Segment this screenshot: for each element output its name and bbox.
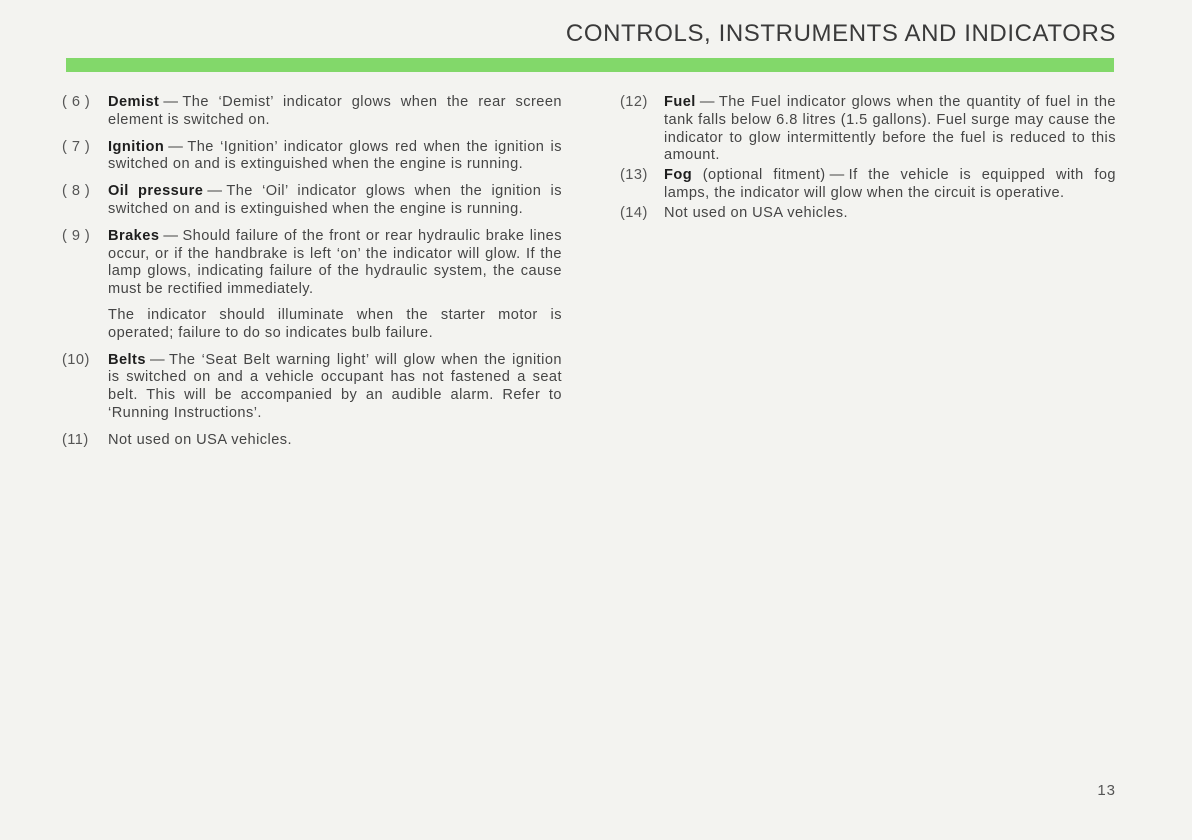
- item-number: ( 8 ): [62, 183, 91, 200]
- item-text: If the vehicle is equipped with fog lamps, the indicator will glow when the circuit is operative.: [664, 167, 1116, 201]
- item-number: (11): [62, 431, 89, 448]
- item-text: The Fuel indicator glows when the quantity of fuel in the tank falls below 6.8 litres (1.5 gallons). Fuel surge may cause the indicator to glow intermittently before the fuel is reduced to this amount.: [664, 94, 1116, 164]
- indicator-item-fuel: [620, 94, 1116, 165]
- item-number: (14): [620, 204, 648, 221]
- right-column: [620, 94, 1116, 225]
- item-term: Oil pressure: [108, 183, 204, 200]
- item-term: Belts: [108, 351, 146, 368]
- indicator-item-unused-14: [620, 205, 1116, 223]
- item-term: Fog: [664, 167, 693, 184]
- item-paragraph: [664, 94, 1116, 165]
- item-text: The ‘Seat Belt warning light’ will glow when the ignition is switched on and a vehicle occupant has not fastened a seat belt. This will be accompanied by an audible alarm. Refer to ‘Running Instructions’.: [108, 351, 562, 421]
- item-dash: —: [149, 351, 165, 368]
- item-paragraph: [108, 183, 562, 219]
- item-dash: —: [168, 138, 184, 155]
- item-paragraph: [108, 352, 562, 423]
- item-number: ( 6 ): [62, 94, 91, 110]
- item-paragraph: [664, 167, 1116, 203]
- item-term: Demist: [108, 94, 160, 110]
- item-number: (13): [620, 167, 648, 184]
- item-dash: —: [207, 183, 223, 200]
- item-number: ( 9 ): [62, 227, 91, 244]
- item-term: Brakes: [108, 227, 160, 244]
- item-paragraph: [108, 94, 562, 130]
- page-number: 13: [1097, 782, 1116, 799]
- indicator-item-belts: [62, 352, 562, 423]
- indicator-item-ignition: [62, 139, 562, 175]
- indicator-item-demist: [62, 94, 562, 130]
- item-text: The ‘Ignition’ indicator glows red when the ignition is switched on and is extinguished when the engine is running.: [108, 138, 562, 173]
- indicator-item-oil-pressure: [62, 183, 562, 219]
- indicator-item-fog: [620, 167, 1116, 203]
- item-dash: —: [699, 94, 715, 110]
- item-term: Fuel: [664, 94, 696, 110]
- item-dash: —: [829, 167, 845, 184]
- item-number: ( 7 ): [62, 138, 91, 155]
- item-dash: —: [163, 227, 179, 244]
- left-column: [62, 94, 562, 459]
- item-dash: —: [163, 94, 179, 110]
- item-paragraph: Not used on USA vehicles.: [664, 204, 849, 221]
- item-number: (12): [620, 94, 648, 110]
- item-text: Should failure of the front or rear hydraulic brake lines occur, or if the handbrake is left ‘on’ the indicator will glow. If the lamp glows, indicating failure of the hydraulic system, the cause must be rectified immediately.: [108, 227, 562, 298]
- item-paragraph: [108, 228, 562, 299]
- item-paragraph: Not used on USA vehicles.: [108, 431, 293, 448]
- indicator-item-unused-11: [62, 432, 562, 450]
- item-term-note: (optional fitment): [702, 167, 826, 184]
- page-title: CONTROLS, INSTRUMENTS AND INDICATORS: [565, 20, 1116, 47]
- header-rule: [66, 58, 1114, 72]
- item-paragraph-note: The indicator should illuminate when the starter motor is operated; failure to do so indicates bulb failure.: [108, 306, 562, 341]
- item-text: The ‘Demist’ indicator glows when the rear screen element is switched on.: [108, 94, 562, 128]
- item-number: (10): [62, 351, 90, 368]
- item-term: Ignition: [108, 138, 165, 155]
- indicator-item-brakes: [62, 228, 562, 343]
- item-text: The ‘Oil’ indicator glows when the ignition is switched on and is extinguished when the engine is running.: [108, 183, 562, 217]
- item-paragraph: [108, 139, 562, 175]
